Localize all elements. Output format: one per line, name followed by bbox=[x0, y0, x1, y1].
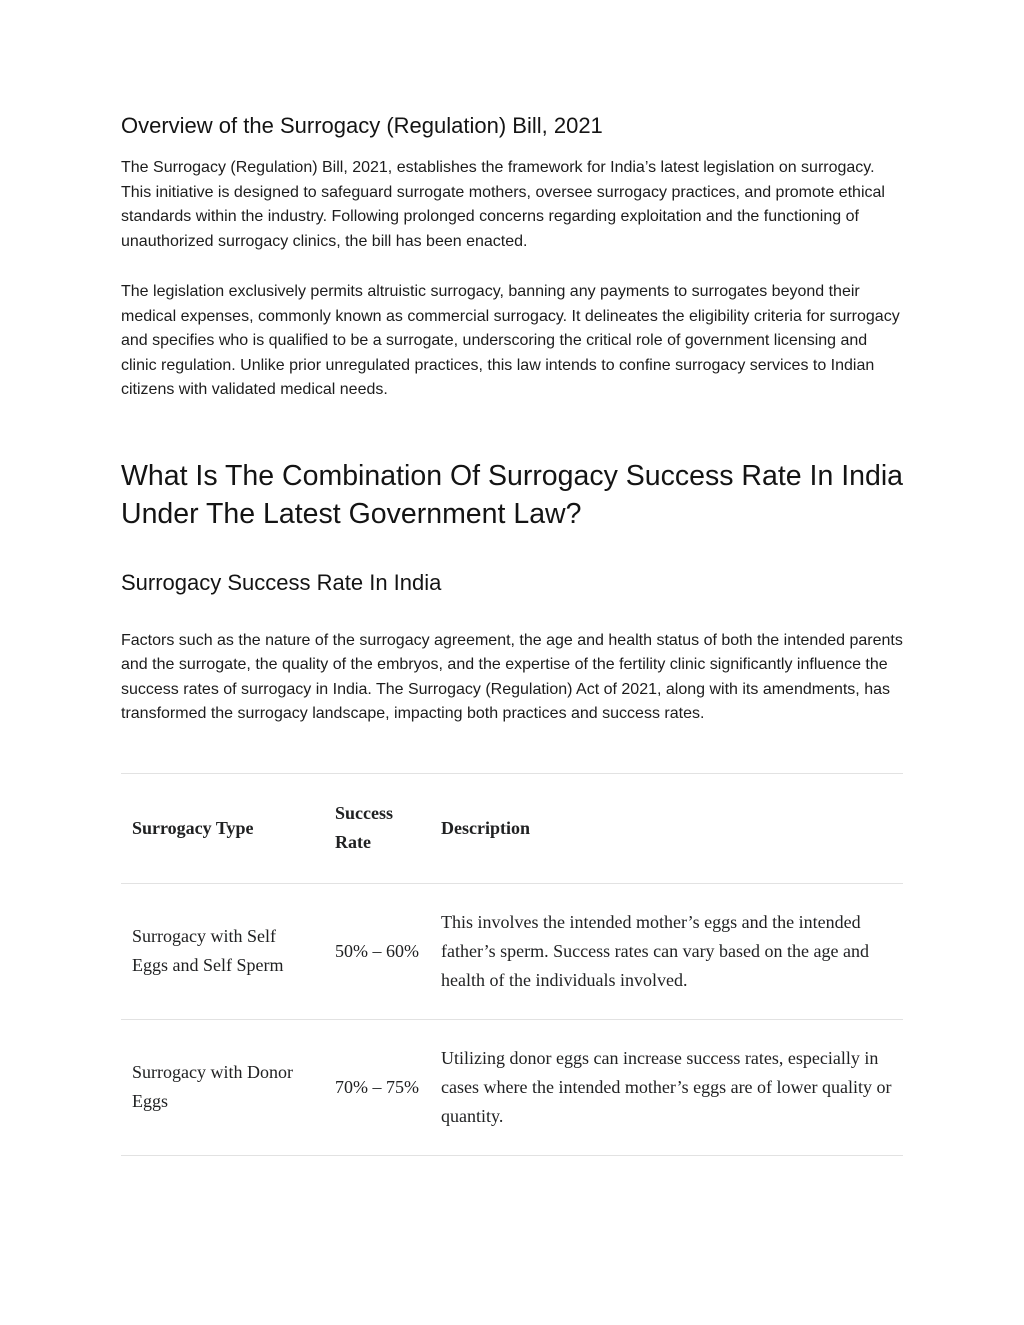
overview-heading: Overview of the Surrogacy (Regulation) Bill, 2021 bbox=[121, 113, 603, 138]
column-header-success-rate: Success Rate bbox=[324, 773, 430, 883]
column-header-description: Description bbox=[430, 773, 903, 883]
column-header-surrogacy-type: Surrogacy Type bbox=[121, 773, 324, 883]
success-rate-paragraph: Factors such as the nature of the surrogacy agreement, the age and health status of both the intended parents and the surrogate, the quality of the embryos, and the expertise of the fertility clinic significantly influence the success rates of surrogacy in India. The Surrogacy (Regulation) Act of 2021, along with its amendments, has transformed the surrogacy landscape, impacting both practices and success rates. bbox=[121, 631, 903, 722]
cell-description: This involves the intended mother’s eggs and the intended father’s sperm. Success rates can vary based on the age and health of the individuals involved. bbox=[430, 883, 903, 1019]
main-question-heading: What Is The Combination Of Surrogacy Success Rate In India Under The Latest Government Law? bbox=[121, 459, 904, 530]
cell-description: Utilizing donor eggs can increase success rates, especially in cases where the intended mother’s eggs are of lower quality or quantity. bbox=[430, 1019, 903, 1155]
cell-surrogacy-type: Surrogacy with Self Eggs and Self Sperm bbox=[121, 883, 324, 1019]
success-rate-table bbox=[121, 773, 903, 1156]
cell-success-rate: 70% – 75% bbox=[324, 1019, 430, 1155]
table-row bbox=[121, 1019, 903, 1155]
table-row bbox=[121, 883, 903, 1019]
overview-paragraph-1: The Surrogacy (Regulation) Bill, 2021, establishes the framework for India’s latest legislation on surrogacy. This initiative is designed to safeguard surrogate mothers, oversee surrogacy practices, and promote ethical standards within the industry. Following prolonged concerns regarding exploitation and the functioning of unauthorized surrogacy clinics, the bill has been enacted. bbox=[121, 159, 885, 250]
success-rate-subheading: Surrogacy Success Rate In India bbox=[121, 569, 442, 595]
overview-paragraph-2: The legislation exclusively permits altruistic surrogacy, banning any payments to surrogates beyond their medical expenses, commonly known as commercial surrogacy. It delineates the eligibility criteria for surrogacy and specifies who is qualified to be a surrogate, underscoring the critical role of government licensing and clinic regulation. Unlike prior unregulated practices, this law intends to confine surrogacy services to Indian citizens with validated medical needs. bbox=[121, 283, 900, 398]
cell-success-rate: 50% – 60% bbox=[324, 883, 430, 1019]
cell-surrogacy-type: Surrogacy with Donor Eggs bbox=[121, 1019, 324, 1155]
table-header-row bbox=[121, 773, 903, 883]
